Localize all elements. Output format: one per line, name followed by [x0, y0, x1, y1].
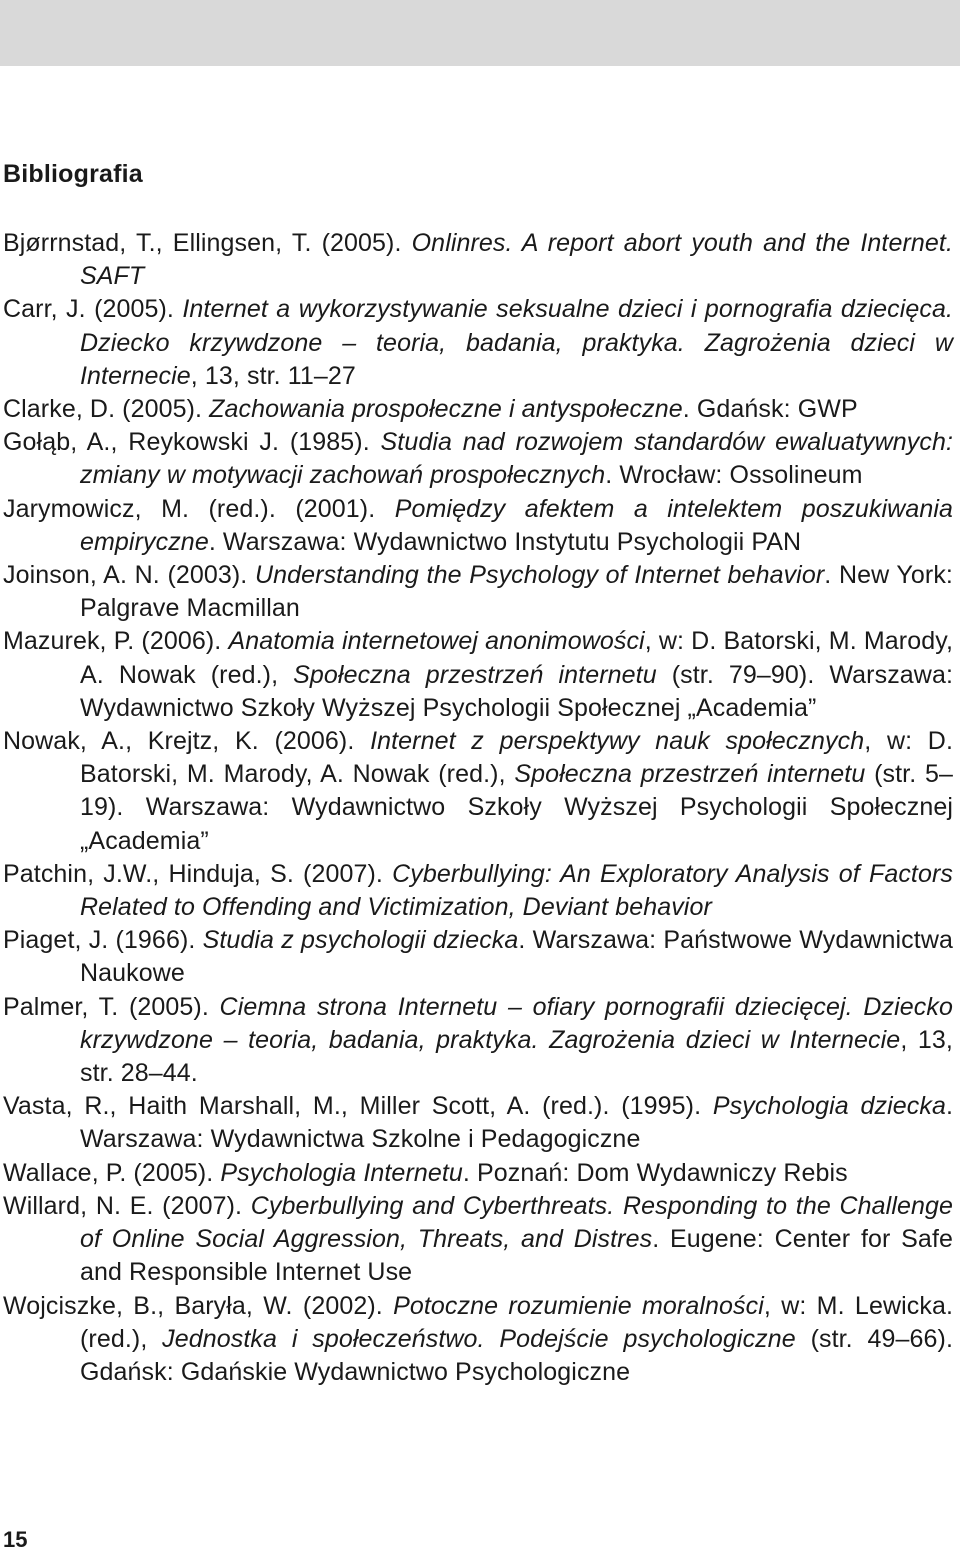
bibliography-entry: [3, 858, 953, 924]
entry-title-text: Internet a wykorzystywanie seksualne dzieci i pornografia dziecięca. Dziecko krzywdzone – teoria, badania, praktyka. Zagrożenia dzieci w Internecie: [80, 295, 953, 390]
page-number: 15: [3, 1527, 28, 1552]
entry-title-text: Jednostka i społeczeństwo. Podejście psychologiczne: [162, 1324, 796, 1353]
entry-title-text: Psychologia dziecka: [712, 1092, 946, 1121]
entry-title-text: Cyberbullying and Cyberthreats. Responding to the Challenge of Online Social Aggression, Threats, and Distres: [80, 1191, 953, 1254]
entry-title-text: Cyberbullying: An Exploratory Analysis of Factors Related to Offending and Victimization, Deviant behavior: [80, 859, 954, 922]
entry-text: Patchin, J.W., Hinduja, S. (2007).: [3, 859, 393, 888]
bibliography-entry: [3, 1090, 953, 1156]
bibliography-entry: [3, 991, 953, 1091]
entry-text: Mazurek, P. (2006).: [3, 627, 229, 656]
entry-text: . Warszawa: Wydawnictwo Instytutu Psychologii PAN: [208, 527, 802, 556]
entry-title-text: Studia nad rozwojem standardów ewaluatywnych: zmiany w motywacji zachowań prospołecznych: [80, 428, 954, 490]
entry-text: Piaget, J. (1966).: [3, 926, 203, 955]
entry-text: . Warszawa: Państwowe Wydawnictwa Naukowe: [80, 926, 953, 988]
entry-text: . Eugene: Center for Safe and Responsible Internet Use: [80, 1225, 953, 1287]
bibliography-entry: [3, 227, 953, 293]
entry-text: , 13, str. 11–27: [190, 361, 356, 390]
entry-text: , w: D. Batorski, M. Marody, A. Nowak (red.),: [80, 627, 953, 689]
page-title: Bibliografia: [3, 160, 143, 188]
bibliography-entry: [3, 393, 953, 426]
bibliography-entry: [3, 1157, 953, 1190]
bibliography-entry: [3, 293, 953, 393]
entry-title-text: Internet z perspektywy nauk społecznych: [370, 727, 865, 756]
entry-text: . New York: Palgrave Macmillan: [80, 561, 953, 623]
bibliography-entry: [3, 924, 953, 990]
entry-title-text: Potoczne rozumienie moralności: [393, 1291, 764, 1320]
bibliography-entry: [3, 725, 953, 858]
entry-text: Palmer, T. (2005).: [3, 992, 220, 1021]
entry-text: . Warszawa: Wydawnictwa Szkolne i Pedagogiczne: [80, 1092, 953, 1154]
entry-title-text: Zachowania prospołeczne i antyspołeczne: [209, 395, 683, 424]
entry-text: Wallace, P. (2005).: [3, 1158, 221, 1187]
bibliography-entry: [3, 493, 953, 559]
entry-title-text: Społeczna przestrzeń internetu: [293, 660, 657, 689]
entry-title-text: Onlinres. A report abort youth and the Internet. SAFT: [80, 229, 953, 291]
entry-text: . Wrocław: Ossolineum: [605, 461, 863, 490]
entry-title-text: Psychologia Internetu: [220, 1158, 463, 1187]
entry-text: (str. 49–66). Gdańsk: Gdańskie Wydawnictwo Psychologiczne: [80, 1324, 953, 1386]
bibliography-entry: [3, 559, 953, 625]
entry-text: (str. 5–19). Warszawa: Wydawnictwo Szkoły Wyższej Psychologii Społecznej „Academia”: [80, 760, 953, 855]
entry-text: , w: M. Lewicka. (red.),: [80, 1291, 954, 1353]
entry-text: Clarke, D. (2005).: [3, 395, 210, 424]
entry-title-text: Studia z psychologii dziecka: [202, 926, 519, 955]
header-band: [0, 0, 960, 66]
entry-text: . Poznań: Dom Wydawniczy Rebis: [462, 1158, 848, 1187]
bibliography-list: [3, 227, 953, 1389]
bibliography-entry: [3, 1190, 953, 1290]
bibliography-entry: [3, 625, 953, 725]
entry-title-text: Understanding the Psychology of Internet behavior: [254, 561, 825, 590]
entry-title-text: Ciemna strona Internetu – ofiary pornografii dziecięcej. Dziecko krzywdzone – teoria, badania, praktyka. Zagrożenia dzieci w Internecie: [80, 992, 953, 1054]
entry-text: Carr, J. (2005).: [3, 295, 183, 324]
bibliography-entry: [3, 426, 953, 492]
entry-text: Joinson, A. N. (2003).: [3, 561, 255, 590]
entry-text: , 13, str. 28–44.: [80, 1025, 953, 1088]
entry-text: Jarymowicz, M. (red.). (2001).: [3, 494, 395, 523]
entry-text: . Gdańsk: GWP: [682, 395, 858, 424]
entry-title-text: Anatomia internetowej anonimowości: [228, 627, 645, 656]
entry-text: Nowak, A., Krejtz, K. (2006).: [3, 727, 371, 756]
entry-text: , w: D. Batorski, M. Marody, A. Nowak (red.),: [80, 727, 954, 789]
entry-text: Vasta, R., Haith Marshall, M., Miller Scott, A. (red.). (1995).: [3, 1092, 713, 1121]
entry-text: Willard, N. E. (2007).: [3, 1191, 251, 1220]
bibliography-entry: [3, 1290, 953, 1390]
entry-title-text: Społeczna przestrzeń internetu: [514, 760, 866, 789]
entry-text: Bjørrnstad, T., Ellingsen, T. (2005).: [3, 229, 412, 257]
entry-text: Wojciszke, B., Baryła, W. (2002).: [3, 1291, 394, 1320]
entry-text: Gołąb, A., Reykowski J. (1985).: [3, 428, 381, 457]
entry-text: (str. 79–90). Warszawa: Wydawnictwo Szkoły Wyższej Psychologii Społecznej „Academia”: [80, 660, 953, 722]
entry-title-text: Pomiędzy afektem a intelektem poszukiwania empiryczne: [80, 494, 953, 556]
